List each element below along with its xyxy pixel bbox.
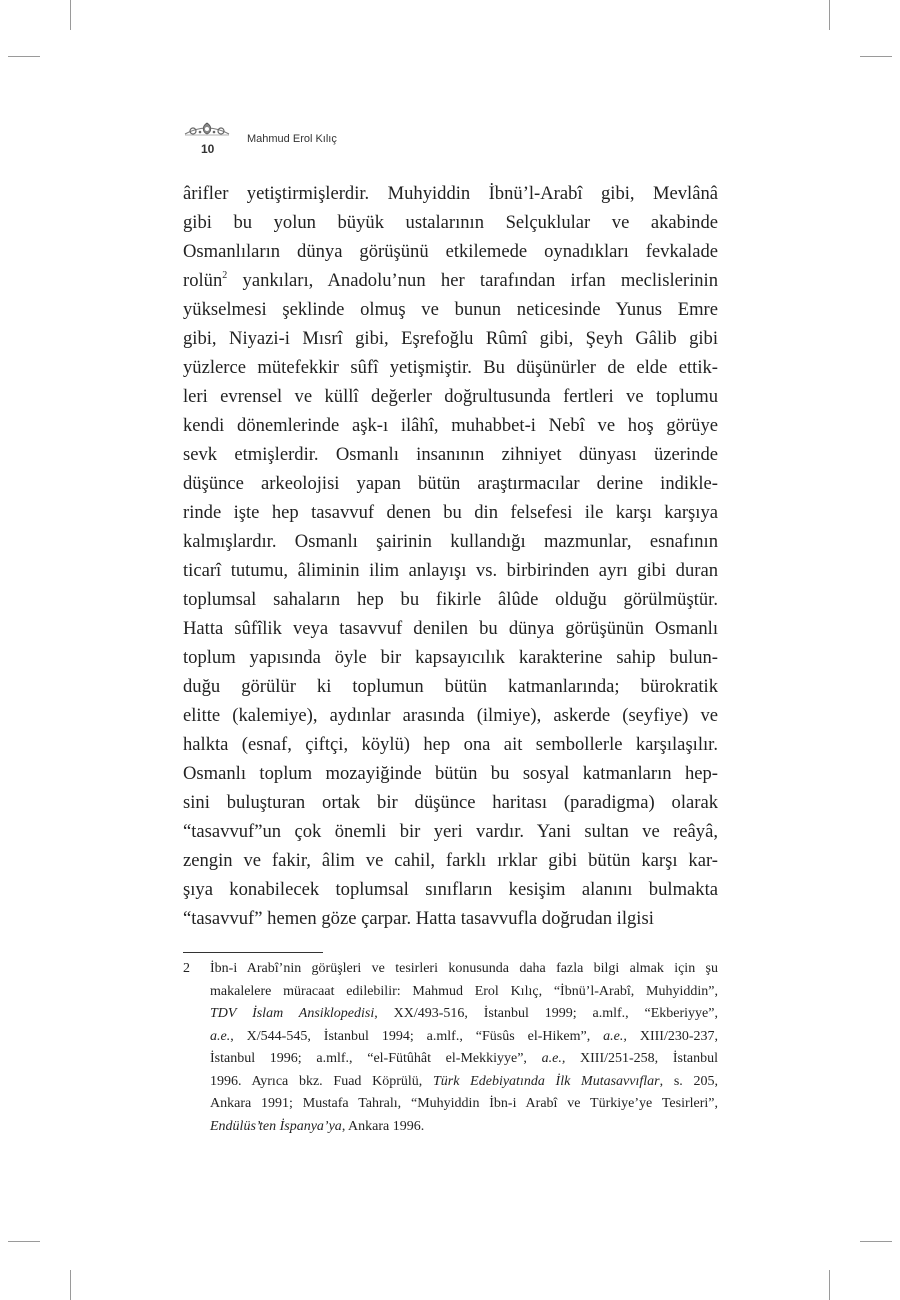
text-line: toplum yapısında öyle bir kapsayıcılık karakterine sahip bulun- [183,647,718,668]
text-line: duğu görülür ki toplumun bütün katmanlarında; bürokratik [183,676,718,697]
text-line: ticarî tutumu, âliminin ilim anlayışı vs. birbirinden ayrı gibi duran [183,560,718,581]
crop-mark [860,1241,892,1242]
text-line: sevk etmişlerdir. Osmanlı insanının zihniyet dünyası üzerinde [183,444,718,465]
footnote-line: makalelere müracaat edilebilir: Mahmud Erol Kılıç, “İbnü’l-Arabî, Muhyiddin”, [210,983,718,999]
text-line: kalmışlardır. Osmanlı şairinin kullandığı mazmunlar, esnafının [183,531,718,552]
text-line: sini buluşturan ortak bir düşünce haritası (paradigma) olarak [183,792,718,813]
footnote-line: Endülüs’ten İspanya’ya, Ankara 1996. [210,1118,425,1134]
text-line: “tasavvuf”un çok önemli bir yeri vardır. Yani sultan ve reâyâ, [183,821,718,842]
footnote-reference[interactable]: 2 [222,269,228,281]
footnote-line: İbn-i Arabî’nin görüşleri ve tesirleri konusunda daha fazla bilgi almak için şu [210,961,718,976]
text-line: zengin ve fakir, âlim ve cahil, farklı ırklar gibi bütün karşı kar- [183,850,718,871]
text-line: leri evrensel ve küllî değerler doğrultusunda fertleri ve toplumu [183,386,718,407]
footnote-text [210,958,718,1138]
text-line: rolün$^2$ yankıları, Anadolu’nun her tarafından irfan meclislerinin [183,269,718,291]
crop-mark [70,1270,71,1300]
text-line: yükselmesi şeklinde olmuş ve bunun neticesinde Yunus Emre [183,299,718,320]
crop-mark [860,56,892,57]
text-line: halkta (esnaf, çiftçi, köylü) hep ona ait sembollerle karşılaşılır. [183,734,718,755]
crop-mark [829,0,830,30]
page-number: 10 [201,142,215,156]
footnote-line: TDV İslam Ansiklopedisi, XX/493-516, İstanbul 1999; a.mlf., “Ekberiyye”, [210,1006,718,1021]
running-head: Mahmud Erol Kılıç [247,133,337,145]
footnote-number: 2 [183,961,190,976]
crop-mark [70,0,71,30]
text-line: toplumsal sahaların hep bu fikirle âlûde olduğu görülmüştür. [183,589,718,610]
crop-mark [829,1270,830,1300]
footnote-line: Ankara 1991; Mustafa Tahralı, “Muhyiddin İbn-i Arabî ve Türkiye’ye Tesirleri”, [210,1096,718,1111]
text-line: kendi dönemlerinde aşk-ı ilâhî, muhabbet-i Nebî ve hoş görüye [183,415,718,436]
text-line: rinde işte hep tasavvuf denen bu din felsefesi ile karşı karşıya [183,502,718,523]
text-line: yüzlerce mütefekkir sûfî yetişmiştir. Bu düşünürler de elde ettik- [183,357,718,378]
text-line: “tasavvuf” hemen göze çarpar. Hatta tasavvufla doğrudan ilgisi [183,908,654,929]
footnote-line: 1996. Ayrıca bkz. Fuad Köprülü, Türk Edebiyatında İlk Mutasavvıflar, s. 205, [210,1073,718,1089]
text-line: Hatta sûfîlik veya tasavvuf denilen bu dünya görüşünün Osmanlı [183,618,718,639]
body-text [183,179,718,933]
text-line: ârifler yetiştirmişlerdir. Muhyiddin İbnü’l-Arabî gibi, Mevlânâ [183,183,718,204]
text-line: gibi, Niyazi-i Mısrî gibi, Eşrefoğlu Rûmî gibi, Şeyh Gâlib gibi [183,328,718,349]
text-line: gibi bu yolun büyük ustalarının Selçuklular ve akabinde [183,212,718,233]
footnote-line: İstanbul 1996; a.mlf., “el-Fütûhât el-Mekkiyye”, a.e., XIII/251-258, İstanbul [210,1051,718,1066]
floral-ornament-icon [183,120,231,142]
text-line: elitte (kalemiye), aydınlar arasında (ilmiye), askerde (seyfiye) ve [183,705,718,726]
text-line: şıya konabilecek toplumsal sınıfların kesişim alanını bulmakta [183,879,718,900]
text-line: düşünce arkeolojisi yapan bütün araştırmacılar derine indikle- [183,473,718,494]
crop-mark [8,1241,40,1242]
page-header [183,118,383,158]
text-line: Osmanlı toplum mozayiğinde bütün bu sosyal katmanların hep- [183,763,718,784]
crop-mark [8,56,40,57]
text-line: Osmanlıların dünya görüşünü etkilemede oynadıkları fevkalade [183,241,718,262]
footnote-line: a.e., X/544-545, İstanbul 1994; a.mlf., “Füsûs el-Hikem”, a.e., XIII/230-237, [210,1028,718,1044]
footnote-separator [183,952,323,953]
